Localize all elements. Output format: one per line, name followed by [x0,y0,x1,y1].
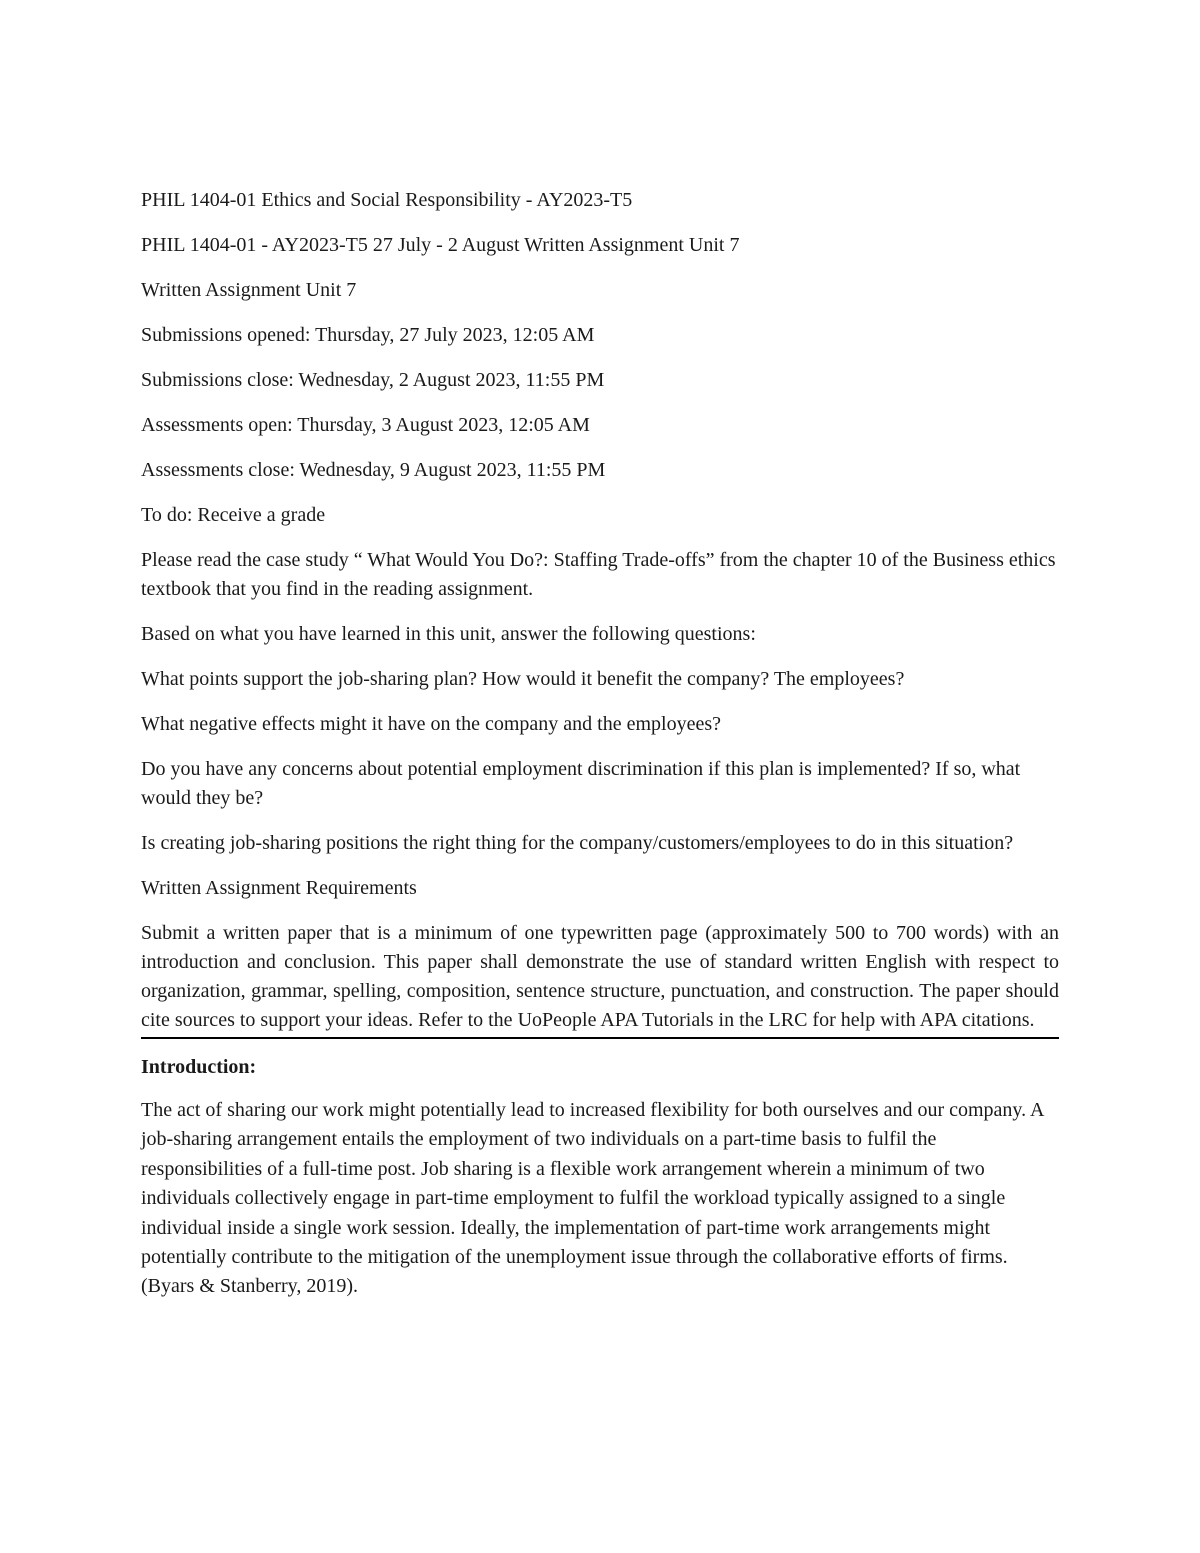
introduction-heading: Introduction: [141,1056,257,1078]
requirements-title: Written Assignment Requirements [141,877,417,899]
section-divider [141,1037,1059,1039]
assessments-open: Assessments open: Thursday, 3 August 2023, 12:05 AM [141,414,590,436]
question-3: Do you have any concerns about potential employment discrimination if this plan is implemented? If so, what would they be? [141,758,1021,809]
document-page [141,186,1059,1302]
submissions-opened: Submissions opened: Thursday, 27 July 2023, 12:05 AM [141,324,595,346]
assessments-close: Assessments close: Wednesday, 9 August 2023, 11:55 PM [141,459,606,481]
course-title: PHIL 1404-01 Ethics and Social Responsibility - AY2023-T5 [141,189,633,211]
question-1: What points support the job-sharing plan? How would it benefit the company? The employees? [141,668,905,690]
requirements-text: Submit a written paper that is a minimum of one typewritten page (approximately 500 to 700 words) with an introduction and conclusion. This paper shall demonstrate the use of standard written English with respect to organization, grammar, spelling, composition, sentence structure, punctuation, and construction. The paper should cite sources to support your ideas. Refer to the UoPeople APA Tutorials in the LRC for help with APA citations. [141,922,1059,1031]
question-4: Is creating job-sharing positions the right thing for the company/customers/employees to do in this situation? [141,832,1014,854]
assignment-path: PHIL 1404-01 - AY2023-T5 27 July - 2 August Written Assignment Unit 7 [141,234,740,256]
todo-status: To do: Receive a grade [141,504,326,526]
question-2: What negative effects might it have on the company and the employees? [141,713,721,735]
submissions-close: Submissions close: Wednesday, 2 August 2023, 11:55 PM [141,369,605,391]
introduction-text: The act of sharing our work might potentially lead to increased flexibility for both ourselves and our company. A job-sharing arrangement entails the employment of two individuals on a part-time basis to fulfil the responsibilities of a full-time post. Job sharing is a flexible work arrangement wherein a minimum of two individuals collectively engage in part-time employment to fulfil the workload typically assigned to a single individual inside a single work session. Ideally, the implementation of part-time work arrangements might potentially contribute to the mitigation of the unemployment issue through the collaborative efforts of firms. (Byars & Stanberry, 2019). [141,1099,1044,1298]
questions-prompt: Based on what you have learned in this unit, answer the following questions: [141,623,756,645]
reading-instruction: Please read the case study “ What Would You Do?: Staffing Trade-offs” from the chapter 10 of the Business ethics textbook that you find in the reading assignment. [141,549,1056,600]
assignment-name: Written Assignment Unit 7 [141,279,357,301]
